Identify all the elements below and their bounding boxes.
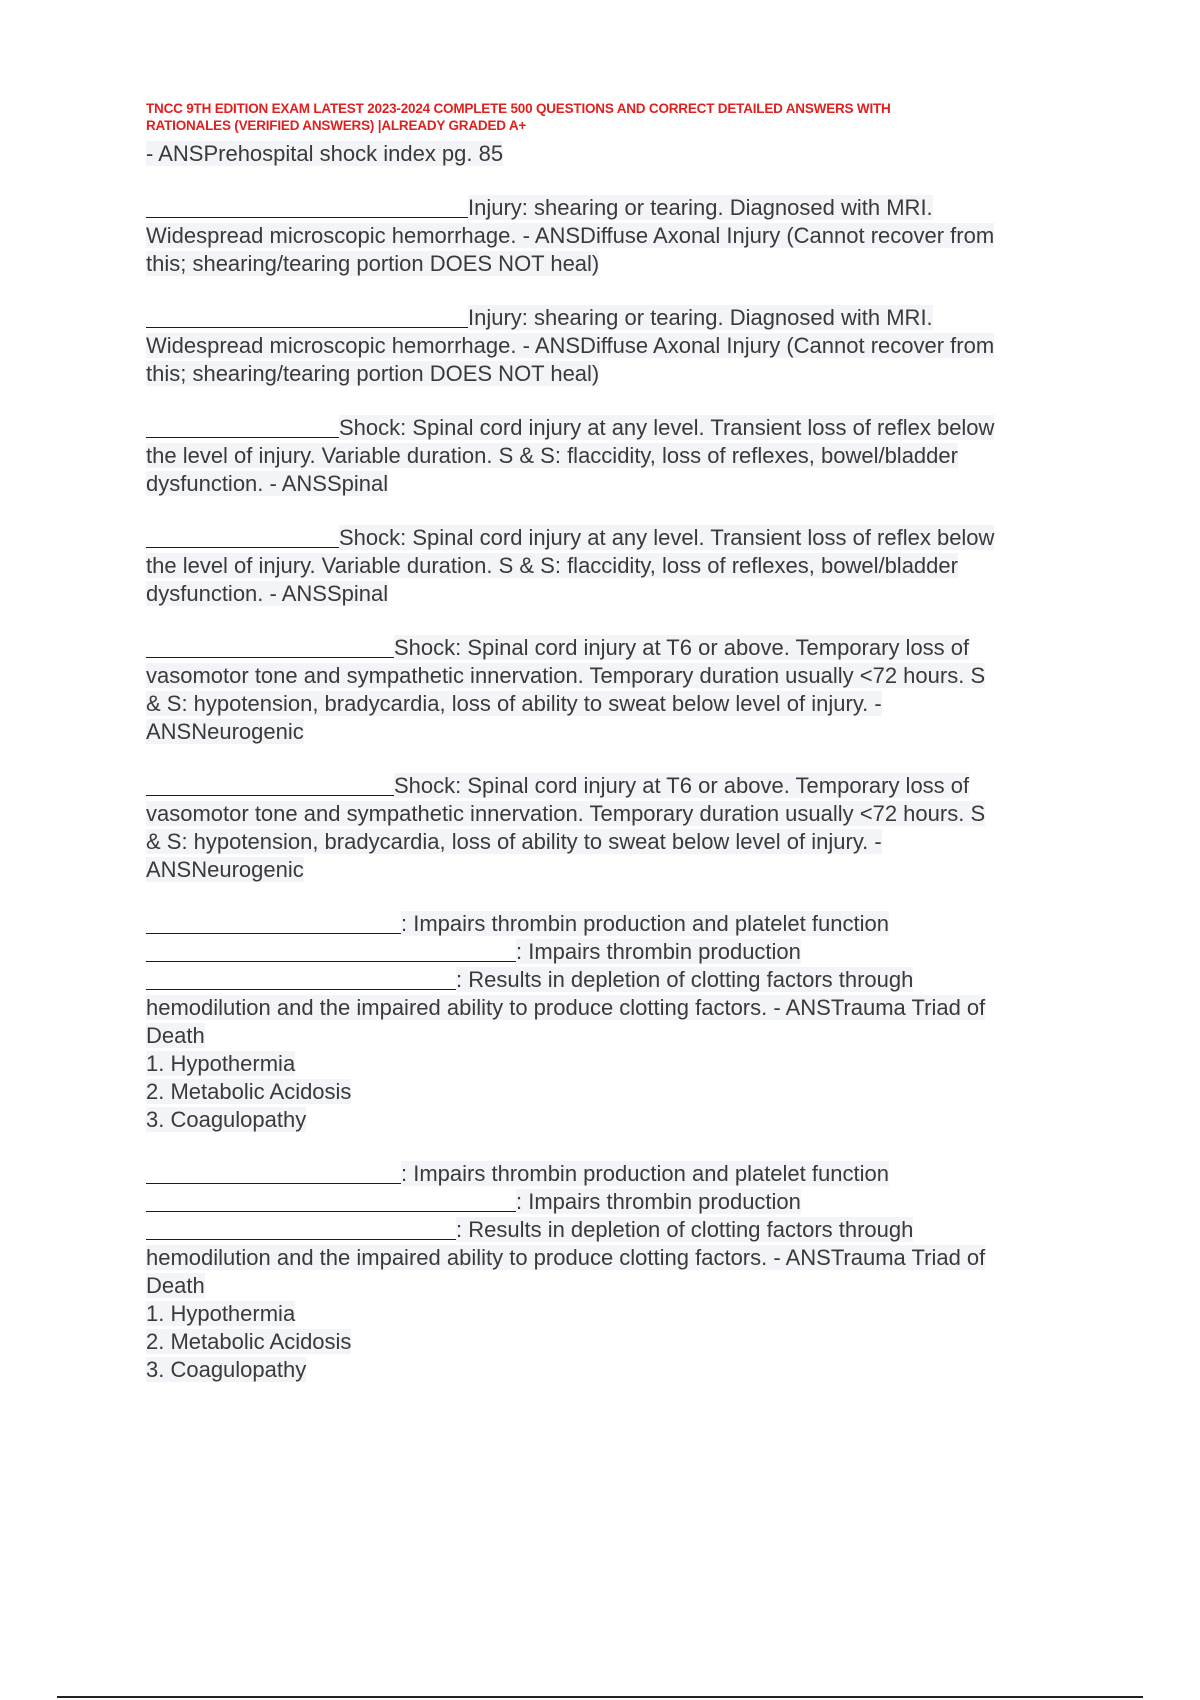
flashcard-spinal-shock-2: Shock: Spinal cord injury at any level. Transient loss of reflex below the level of injury. Variable duration. S & S: flaccidity, loss of reflexes, bowel/bladder dysfunction. - ANSSpinal bbox=[146, 525, 995, 606]
flashcard-diffuse-axonal-2: Injury: shearing or tearing. Diagnosed with MRI. Widespread microscopic hemorrhage. - ANSDiffuse Axonal Injury (Cannot recover from this; shearing/tearing portion DOES NOT heal) bbox=[146, 305, 995, 386]
answer-blank bbox=[146, 637, 394, 658]
answer-blank bbox=[146, 941, 516, 962]
answer-blank bbox=[146, 527, 339, 548]
list-item: 3. Coagulopathy bbox=[146, 1357, 307, 1382]
flashcard-trauma-triad-2: : Impairs thrombin production and platelet function : Impairs thrombin production : Results in depletion of clotting factors through hemodilution and the impaired ability to produce clotting factors. - ANSTrauma Triad of Death 1. Hypothermia 2. Metabolic Acidosis 3. Coagulopathy bbox=[146, 1160, 1076, 1384]
list-item: 1. Hypothermia bbox=[146, 1051, 296, 1076]
list-item: 1. Hypothermia bbox=[146, 1301, 296, 1326]
answer-blank bbox=[146, 969, 456, 990]
answer-blank bbox=[146, 197, 468, 218]
answer-blank bbox=[146, 1191, 516, 1212]
answer-blank bbox=[146, 775, 394, 796]
footer-divider bbox=[57, 1696, 1143, 1698]
flashcard-neurogenic-shock-2: Shock: Spinal cord injury at T6 or above. Temporary loss of vasomotor tone and sympathetic innervation. Temporary duration usually <72 hours. S & S: hypotension, bradycardia, loss of ability to sweat below level of injury. - ANSNeurogenic bbox=[146, 773, 986, 882]
flashcard-trauma-triad-1: : Impairs thrombin production and platelet function : Impairs thrombin production : Results in depletion of clotting factors through hemodilution and the impaired ability to produce clotting factors. - ANSTrauma Triad of Death 1. Hypothermia 2. Metabolic Acidosis 3. Coagulopathy bbox=[146, 910, 1076, 1134]
answer-blank bbox=[146, 913, 401, 934]
list-item: 2. Metabolic Acidosis bbox=[146, 1329, 352, 1354]
flashcard-spinal-shock-1: Shock: Spinal cord injury at any level. Transient loss of reflex below the level of injury. Variable duration. S & S: flaccidity, loss of reflexes, bowel/bladder dysfunction. - ANSSpinal bbox=[146, 415, 995, 496]
flashcard-neurogenic-shock-1: Shock: Spinal cord injury at T6 or above. Temporary loss of vasomotor tone and sympathetic innervation. Temporary duration usually <72 hours. S & S: hypotension, bradycardia, loss of ability to sweat below level of injury. - ANSNeurogenic bbox=[146, 635, 986, 744]
answer-blank bbox=[146, 1163, 401, 1184]
header-line-1: TNCC 9TH EDITION EXAM LATEST 2023-2024 COMPLETE 500 QUESTIONS AND CORRECT DETAILED ANSWERS WITH bbox=[146, 101, 891, 116]
document-page bbox=[146, 100, 1076, 1410]
list-item: 2. Metabolic Acidosis bbox=[146, 1079, 352, 1104]
answer-blank bbox=[146, 307, 468, 328]
document-header bbox=[146, 100, 1076, 134]
answer-list bbox=[146, 1050, 1076, 1134]
answer-blank bbox=[146, 1219, 456, 1240]
answer-blank bbox=[146, 417, 339, 438]
intro-answer: - ANSPrehospital shock index pg. 85 bbox=[146, 141, 504, 166]
header-line-2: RATIONALES (VERIFIED ANSWERS) |ALREADY GRADED A+ bbox=[146, 118, 527, 133]
answer-list bbox=[146, 1300, 1076, 1384]
flashcard-diffuse-axonal-1: Injury: shearing or tearing. Diagnosed with MRI. Widespread microscopic hemorrhage. - ANSDiffuse Axonal Injury (Cannot recover from this; shearing/tearing portion DOES NOT heal) bbox=[146, 195, 995, 276]
list-item: 3. Coagulopathy bbox=[146, 1107, 307, 1132]
